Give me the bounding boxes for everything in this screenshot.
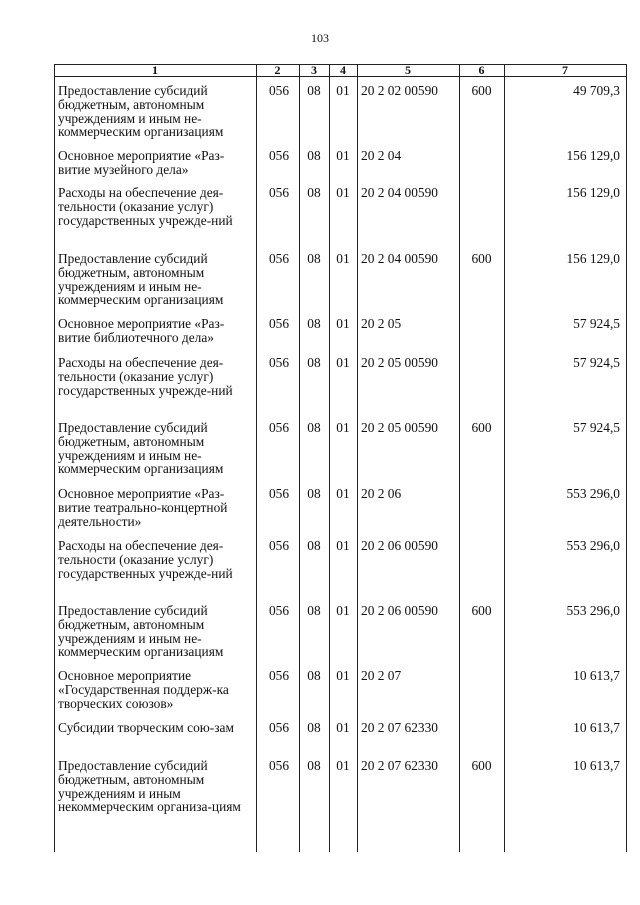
row-subsection: 01 xyxy=(336,316,350,331)
row-target-article: 20 2 06 00590 xyxy=(361,603,438,618)
row-subsection: 01 xyxy=(336,758,350,773)
row-code: 056 xyxy=(268,420,290,435)
column-header-1: 1 xyxy=(152,63,158,77)
row-subsection: 01 xyxy=(336,668,350,683)
row-target-article: 20 2 06 xyxy=(361,486,402,501)
row-section: 08 xyxy=(307,603,321,618)
row-section: 08 xyxy=(307,420,321,435)
row-name: Расходы на обеспечение дея-тельности (оказание услуг) государственных учрежде-ний xyxy=(58,538,233,581)
row-target-article: 20 2 04 00590 xyxy=(361,185,438,200)
row-code: 056 xyxy=(268,316,290,331)
column-header-5: 5 xyxy=(405,63,411,77)
row-subsection: 01 xyxy=(336,148,350,163)
row-amount: 553 296,0 xyxy=(566,603,620,618)
row-target-article: 20 2 04 xyxy=(361,148,402,163)
row-section: 08 xyxy=(307,83,321,98)
row-subsection: 01 xyxy=(336,83,350,98)
row-target-article: 20 2 07 62330 xyxy=(361,720,438,735)
row-section: 08 xyxy=(307,185,321,200)
row-section: 08 xyxy=(307,316,321,331)
row-code: 056 xyxy=(268,486,290,501)
row-section: 08 xyxy=(307,148,321,163)
row-section: 08 xyxy=(307,355,321,370)
row-amount: 57 924,5 xyxy=(573,355,620,370)
row-name: Расходы на обеспечение дея-тельности (оказание услуг) государственных учрежде-ний xyxy=(58,185,233,228)
budget-table xyxy=(54,64,626,852)
row-target-article: 20 2 05 00590 xyxy=(361,420,438,435)
row-amount: 156 129,0 xyxy=(566,148,620,163)
column-border xyxy=(626,64,627,852)
row-code: 056 xyxy=(268,603,290,618)
row-code: 056 xyxy=(268,668,290,683)
row-subsection: 01 xyxy=(336,538,350,553)
row-code: 056 xyxy=(268,355,290,370)
row-amount: 57 924,5 xyxy=(573,420,620,435)
row-amount: 156 129,0 xyxy=(566,185,620,200)
row-amount: 10 613,7 xyxy=(573,758,620,773)
column-border xyxy=(357,64,358,852)
row-expense-type: 600 xyxy=(471,251,492,266)
row-code: 056 xyxy=(268,83,290,98)
row-subsection: 01 xyxy=(336,185,350,200)
row-amount: 49 709,3 xyxy=(573,83,620,98)
column-header-6: 6 xyxy=(478,63,485,77)
row-subsection: 01 xyxy=(336,603,350,618)
row-section: 08 xyxy=(307,486,321,501)
row-target-article: 20 2 05 00590 xyxy=(361,355,438,370)
row-target-article: 20 2 05 xyxy=(361,316,402,331)
column-header-7: 7 xyxy=(562,63,568,77)
row-expense-type: 600 xyxy=(471,83,492,98)
row-expense-type: 600 xyxy=(471,758,492,773)
row-amount: 156 129,0 xyxy=(566,251,620,266)
row-name: Основное мероприятие «Раз-витие библиотечного дела» xyxy=(58,316,225,345)
row-subsection: 01 xyxy=(336,486,350,501)
row-amount: 553 296,0 xyxy=(566,538,620,553)
row-target-article: 20 2 07 xyxy=(361,668,402,683)
row-section: 08 xyxy=(307,668,321,683)
row-code: 056 xyxy=(268,758,290,773)
row-name: Предоставление субсидий бюджетным, автономным учреждениям и иным не-коммерческим организациям xyxy=(58,83,224,140)
row-name: Предоставление субсидий бюджетным, автономным учреждениям и иным не-коммерческим организациям xyxy=(58,603,224,660)
row-name: Предоставление субсидий бюджетным, автономным учреждениям и иным не-коммерческим организациям xyxy=(58,251,224,308)
row-subsection: 01 xyxy=(336,355,350,370)
row-name: Предоставление субсидий бюджетным, автономным учреждениям и иным не-коммерческим организациям xyxy=(58,420,224,477)
row-section: 08 xyxy=(307,758,321,773)
row-code: 056 xyxy=(268,720,290,735)
row-name: Предоставление субсидий бюджетным, автономным учреждениям и иным некоммерческим организа-циям xyxy=(58,758,241,815)
row-target-article: 20 2 02 00590 xyxy=(361,83,438,98)
row-target-article: 20 2 07 62330 xyxy=(361,758,438,773)
row-code: 056 xyxy=(268,185,290,200)
column-border xyxy=(54,64,55,852)
row-target-article: 20 2 06 00590 xyxy=(361,538,438,553)
row-section: 08 xyxy=(307,538,321,553)
row-section: 08 xyxy=(307,251,321,266)
row-amount: 10 613,7 xyxy=(573,668,620,683)
row-name: Основное мероприятие «Государственная поддерж-ка творческих союзов» xyxy=(58,668,229,711)
row-amount: 553 296,0 xyxy=(566,486,620,501)
row-name: Расходы на обеспечение дея-тельности (оказание услуг) государственных учрежде-ний xyxy=(58,355,233,398)
row-section: 08 xyxy=(307,720,321,735)
row-target-article: 20 2 04 00590 xyxy=(361,251,438,266)
row-name: Субсидии творческим сою-зам xyxy=(58,720,234,735)
column-border xyxy=(256,64,257,852)
column-header-3: 3 xyxy=(311,63,317,77)
row-name: Основное мероприятие «Раз-витие музейного дела» xyxy=(58,148,225,177)
row-name: Основное мероприятие «Раз-витие театрально-концертной деятельности» xyxy=(58,486,228,529)
row-subsection: 01 xyxy=(336,420,350,435)
row-code: 056 xyxy=(268,148,290,163)
column-header-2: 2 xyxy=(274,63,281,77)
column-header-4: 4 xyxy=(340,63,346,77)
row-amount: 10 613,7 xyxy=(573,720,620,735)
row-code: 056 xyxy=(268,251,290,266)
row-subsection: 01 xyxy=(336,720,350,735)
page-number: 103 xyxy=(311,31,329,45)
row-expense-type: 600 xyxy=(471,420,492,435)
row-amount: 57 924,5 xyxy=(573,316,620,331)
row-expense-type: 600 xyxy=(471,603,492,618)
row-subsection: 01 xyxy=(336,251,350,266)
row-code: 056 xyxy=(268,538,290,553)
